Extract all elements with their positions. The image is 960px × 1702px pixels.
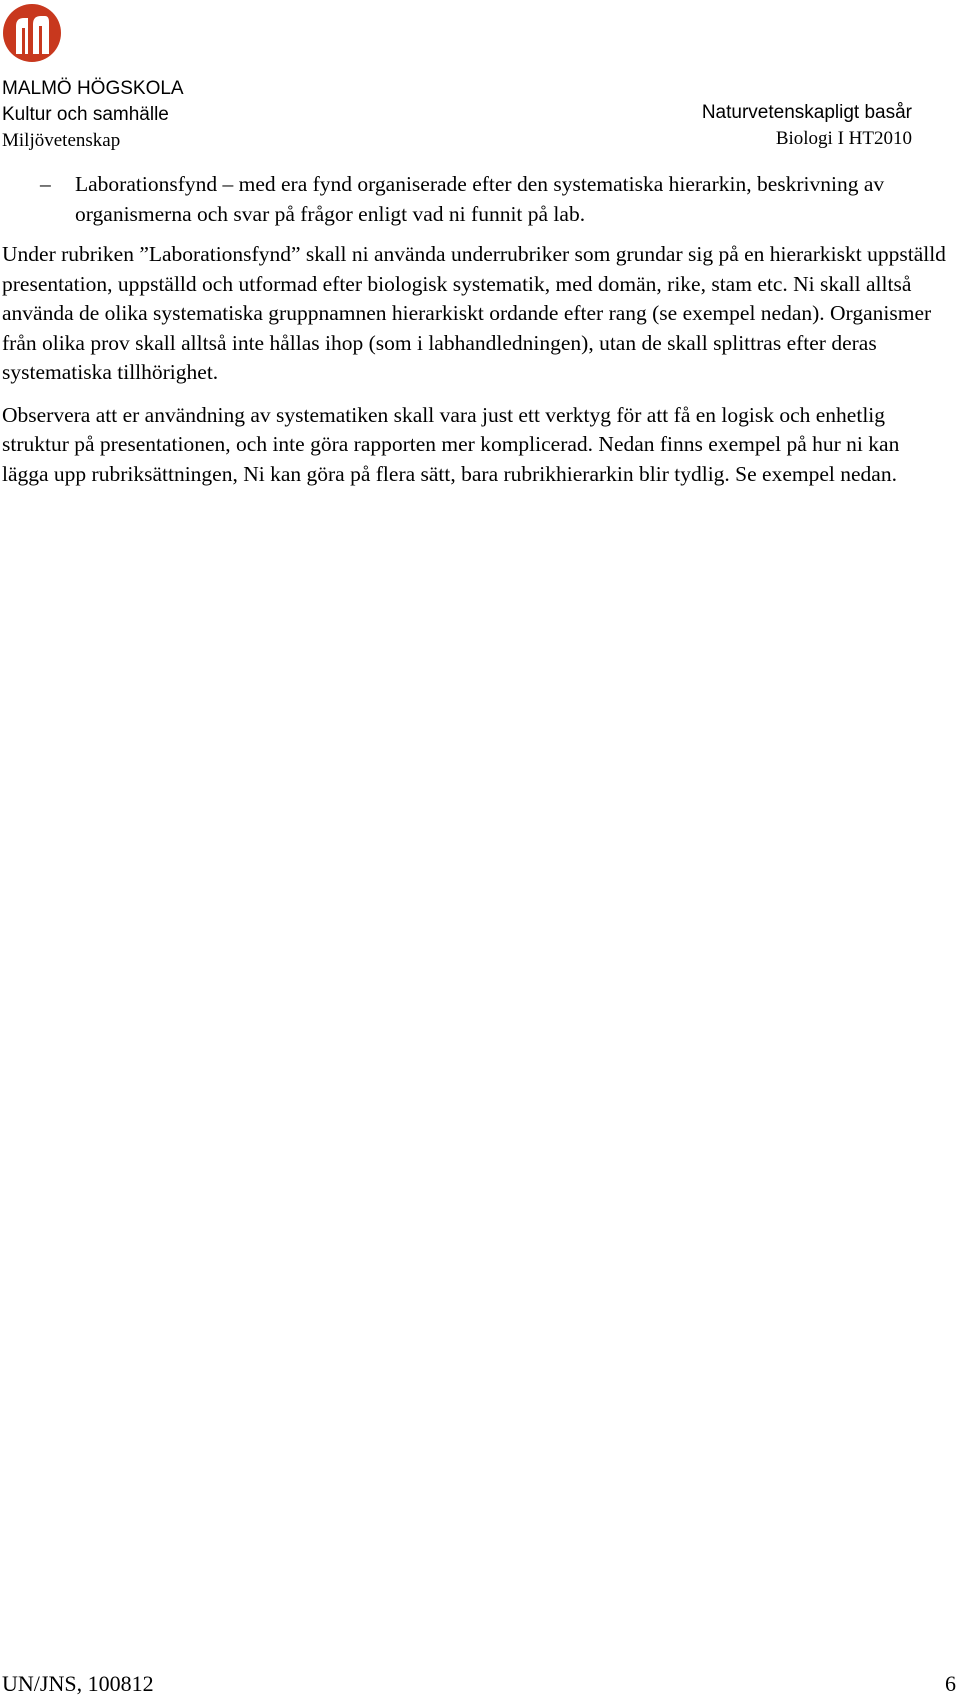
- page-number: 6: [945, 1671, 956, 1696]
- document-body: [2, 170, 947, 502]
- header-right: [512, 100, 912, 152]
- bullet-dash: –: [40, 172, 51, 196]
- faculty-name: Kultur och samhälle: [2, 104, 169, 125]
- footer-author-date: UN/JNS, 100812: [2, 1671, 154, 1696]
- bullet-text: Laborationsfynd – med era fynd organiserade efter den systematiska hierarkin, beskrivning av organismerna och svar på frågor enligt vad ni funnit på lab.: [75, 172, 885, 226]
- institution-name: MALMÖ HÖGSKOLA: [2, 78, 184, 99]
- bullet-item: [2, 170, 947, 229]
- course-name: Naturvetenskapligt basår: [701, 102, 912, 123]
- paragraph: Under rubriken ”Laborationsfynd” skall ni använda underrubriker som grundar sig på en hierarkiskt uppställd presentation, uppställd och utformad efter biologisk systematik, med domän, rike, stam etc. Ni skall alltså använda de olika systematiska gruppnamnen hierarkiskt ordande efter rang (se exempel nedan). Organismer från olika prov skall alltså inte hållas ihop (som i labhandledningen), utan de skall splittras efter deras systematiska tillhörighet.: [2, 242, 946, 384]
- course-term: Biologi I HT2010: [775, 128, 912, 149]
- department-name: Miljövetenskap: [2, 130, 121, 151]
- header-left: [2, 76, 402, 154]
- paragraph: Observera att er användning av systematiken skall vara just ett verktyg för att få en logisk och enhetlig struktur på presentationen, och inte göra rapporten mer komplicerad. Nedan finns exempel på hur ni kan lägga upp rubriksättningen, Ni kan göra på flera sätt, bara rubrikhierarkin blir tydlig. Se exempel nedan.: [2, 402, 900, 486]
- malmo-hogskola-logo-icon: [2, 2, 62, 64]
